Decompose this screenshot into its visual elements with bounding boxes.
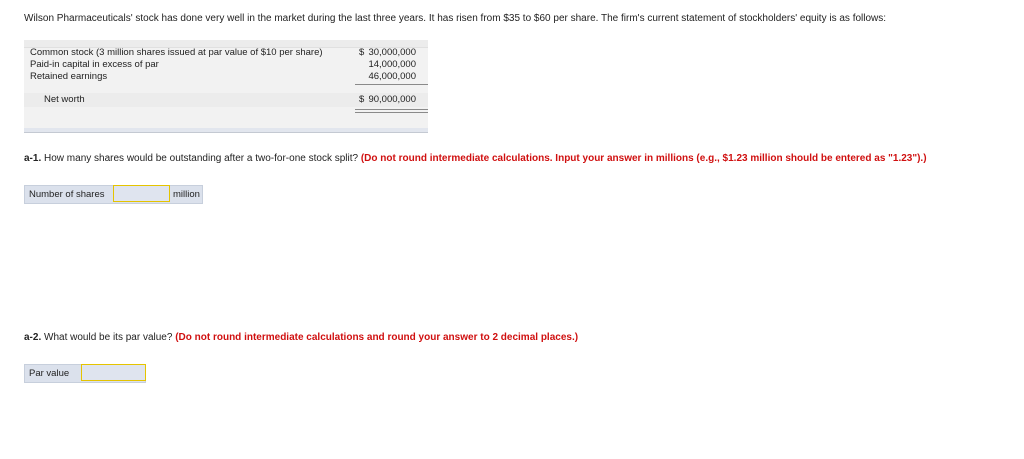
question-text: How many shares would be outstanding after a two-for-one stock split? bbox=[41, 153, 361, 164]
total-double-rule-top bbox=[355, 109, 428, 110]
problem-intro: Wilson Pharmaceuticals' stock has done very well in the market during the last three years. It has risen from $35 to $60 per share. The firm's current statement of stockholders' equity is as follows: bbox=[24, 13, 887, 24]
row-label: Paid-in capital in excess of par bbox=[30, 59, 159, 70]
field-label: Par value bbox=[29, 368, 70, 379]
dollar-sign: $ bbox=[359, 47, 365, 58]
par-value-input[interactable] bbox=[81, 364, 146, 381]
table-row-net-worth bbox=[44, 94, 424, 106]
row-amount: 46,000,000 bbox=[368, 71, 416, 82]
table-row-retained-earnings bbox=[30, 71, 424, 83]
dollar-sign: $ bbox=[359, 94, 365, 105]
subtotal-rule bbox=[355, 84, 428, 85]
row-label: Net worth bbox=[44, 94, 85, 105]
row-label: Retained earnings bbox=[30, 71, 108, 82]
question-instruction: (Do not round intermediate calculations and round your answer to 2 decimal places.) bbox=[175, 332, 579, 343]
row-amount: 14,000,000 bbox=[368, 59, 416, 70]
question-number: a-2. bbox=[24, 332, 42, 343]
question-text: What would be its par value? bbox=[41, 332, 176, 343]
row-amount: 30,000,000 bbox=[368, 47, 416, 58]
question-a1 bbox=[24, 152, 927, 165]
question-instruction: (Do not round intermediate calculations. Input your answer in millions (e.g., $1.23 million should be entered as "1.23").) bbox=[360, 153, 927, 164]
table-row-paid-in-capital bbox=[30, 59, 424, 71]
total-double-rule-bottom bbox=[355, 112, 428, 113]
row-label: Common stock (3 million shares issued at par value of $10 per share) bbox=[30, 47, 323, 58]
row-amount: 90,000,000 bbox=[368, 94, 416, 105]
table-row-common-stock bbox=[30, 47, 424, 59]
unit-label: million bbox=[173, 189, 200, 200]
question-a2 bbox=[24, 331, 578, 344]
section-divider bbox=[24, 128, 428, 133]
number-of-shares-input[interactable] bbox=[113, 185, 170, 202]
answer-row-number-of-shares bbox=[24, 185, 203, 204]
answer-row-par-value bbox=[24, 364, 146, 383]
field-label: Number of shares bbox=[29, 189, 105, 200]
equity-statement-table bbox=[24, 40, 428, 132]
question-number: a-1. bbox=[24, 153, 42, 164]
